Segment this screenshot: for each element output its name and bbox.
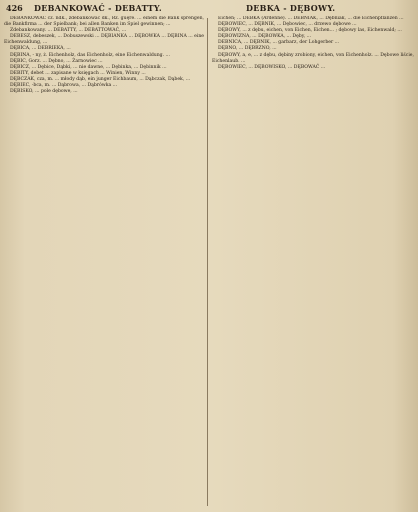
entry-paragraph: DĘBNO, ... DĘBRZNO, ... xyxy=(218,46,277,52)
entry-paragraph: Zdebankowany. ... DEBATTY, ... DEBATTOWAĆ, ... xyxy=(10,28,127,34)
entry-paragraph: DĘBOWIEC, ... DĘBOWISKO, ... DĘBOWAĆ ... xyxy=(218,64,326,70)
entry-paragraph: DĘBCZAK, cza, m. ... młody dąb, ein junger Eichbaum, ... Dąbczak, Dąbek, ... xyxy=(10,76,191,82)
entry-paragraph: DEBITY, debet ... zapisane w księgach ... Winien, Winny ... xyxy=(10,70,146,76)
entry-paragraph: DĘBICA, ... DEBRIEKA, ... xyxy=(10,46,71,52)
right-column xyxy=(212,16,414,508)
entry-paragraph: DĘBOWY, a, e, ... z dębu, dębiny zrobiony, eichen, von Eichenholz. ... Dębowe liście, Eichenlaub. ... xyxy=(212,52,414,64)
page-number: 426 xyxy=(6,3,23,13)
entry-paragraph: DĘBIC, Gorz. ... Dębno, ... Żarnowiec ... xyxy=(10,58,103,64)
entry-paragraph: DĘBOWIZNA, ... DĘBOWKA, ... Dęby, ... xyxy=(218,34,312,40)
entry-paragraph: DEBNICA, ... DĘBNIK, ... garbarz, der Lohgerber ... xyxy=(218,40,340,46)
entry-paragraph: DĘBICZ, ... Dębice, Dąbki, ... nie dawne, ... Dębinka, ... Dębinnik ... xyxy=(10,64,167,70)
entry-paragraph: DĘBISKO, ... pole dębowe, ... xyxy=(10,89,78,95)
entry-paragraph: DEBESZ, debeszek, ... Dobuszewski ... DĘBIANKA ... DĘBOWKA ... DĘBINA ... eine Eichenwaldung, ... xyxy=(4,34,204,46)
entry-paragraph: Eichen; ... DEBKA (Ardenne). ... DEBNIAK, ... Dębniak, ... die Eichenpflanzen ... xyxy=(218,16,404,21)
entry-paragraph: DĘBIEC, -bca, m. ... Dąbrowa, ... Dąbrówka ... xyxy=(10,83,118,89)
column-divider xyxy=(207,18,208,506)
entry-paragraph: DĘBOWIEC, ... DĘBNIK, ... Dębowiec, ... drzewo dębowe ... xyxy=(218,22,357,28)
entry-paragraph: DĘBINA, - ny, ż. Eichenholz, das Eichenholz, eine Eichenwaldung. ... xyxy=(10,52,170,58)
entry-paragraph: DEBANKOWAĆ cz. ndk., zdebankować dk., Rz. guęre. ... einem die Bank sprengen, die Bankfirma ... der Spielbank; bei allen Banken im Spiel gewinnen; ... xyxy=(4,16,204,28)
running-head-right: DEBKA - DĘBOWY. xyxy=(246,3,336,13)
running-head-left: DEBANKOWAĆ - DEBATTY. xyxy=(34,3,162,13)
entry-paragraph: DĘBOWY, ... z dębu, eichen, von Eichen, Eichen... ; dębowy las, Eichenwald; ... xyxy=(218,28,402,34)
left-column xyxy=(4,16,204,508)
